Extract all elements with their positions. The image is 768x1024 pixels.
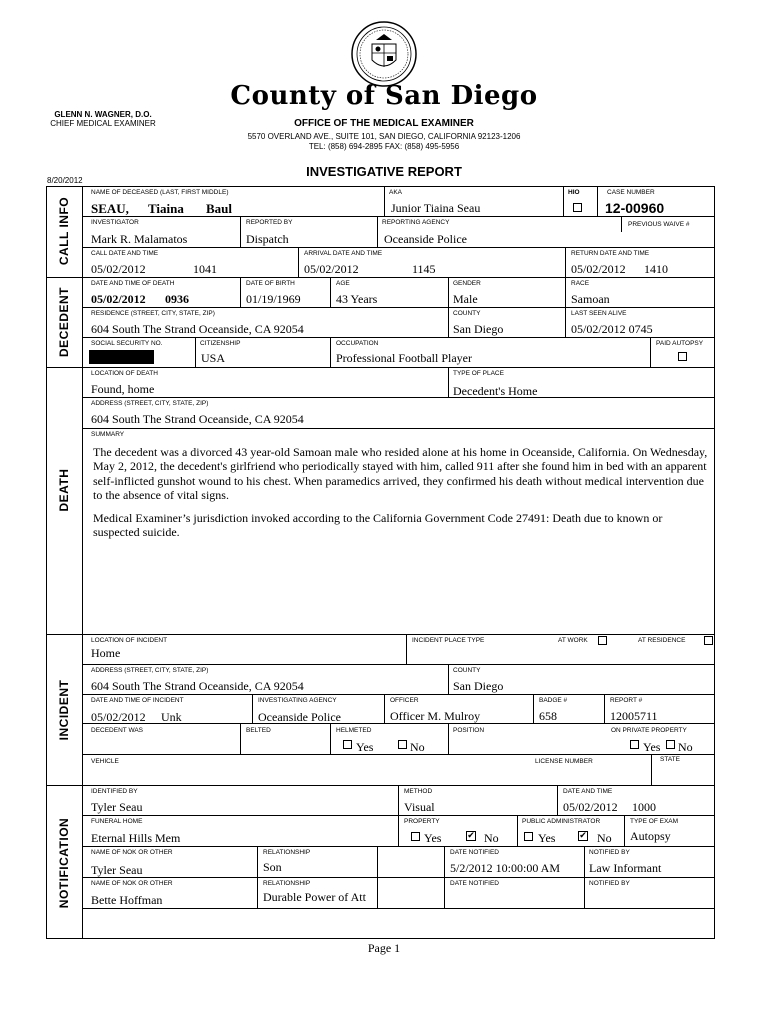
- section-line: [46, 367, 715, 368]
- public-admin-no-checkbox[interactable]: ✔: [579, 831, 587, 841]
- race-label: RACE: [571, 280, 590, 287]
- incident-place-type-label: INCIDENT PLACE TYPE: [412, 637, 485, 644]
- nok2-name-label: NAME OF NOK OR OTHER: [91, 880, 173, 887]
- summary-paragraph: Medical Examiner’s jurisdiction invoked according to the California Government Code 27491: Death due to known or suspected suicide.: [93, 511, 663, 540]
- col-line: [406, 634, 407, 664]
- officer-label: OFFICER: [390, 697, 419, 704]
- row-line: [82, 428, 715, 429]
- col-line: [604, 694, 605, 723]
- col-line: [621, 216, 622, 232]
- row-line: [82, 247, 715, 248]
- death-location-label: LOCATION OF DEATH: [91, 370, 158, 377]
- col-line: [448, 723, 449, 754]
- paid-autopsy-label: PAID AUTOPSY: [656, 340, 704, 347]
- row-line: [82, 337, 715, 338]
- call-date: 05/02/2012: [91, 262, 146, 276]
- at-work-label: AT WORK: [558, 637, 588, 644]
- race-value: Samoan: [571, 292, 610, 306]
- col-line: [584, 846, 585, 908]
- col-line: [257, 846, 258, 908]
- arrival-time: 1145: [412, 262, 436, 276]
- property-no-label: No: [484, 831, 499, 845]
- investigator-label: INVESTIGATOR: [91, 219, 139, 226]
- last-seen-value: 05/02/2012 0745: [571, 322, 653, 336]
- return-date: 05/02/2012: [571, 262, 626, 276]
- dod-label: DATE AND TIME OF DEATH: [91, 280, 175, 287]
- funeral-home: Eternal Hills Mem: [91, 831, 181, 845]
- nok2-by-label: NOTIFIED BY: [589, 880, 630, 887]
- section-line: [46, 277, 715, 278]
- hio-label: HIO: [568, 189, 580, 196]
- helmeted-yes-checkbox[interactable]: [343, 740, 352, 749]
- county-label: COUNTY: [453, 310, 481, 317]
- col-line: [444, 846, 445, 908]
- row-line: [82, 397, 715, 398]
- place-type: Decedent's Home: [453, 384, 538, 398]
- incident-location-label: LOCATION OF INCIDENT: [91, 637, 168, 644]
- identified-by: Tyler Seau: [91, 800, 143, 814]
- incident-county: San Diego: [453, 679, 504, 693]
- public-admin-no-label: No: [597, 831, 612, 845]
- citizenship-value: USA: [201, 351, 226, 365]
- name-label: NAME OF DECEASED (LAST, FIRST MIDDLE): [91, 189, 229, 196]
- gender-label: GENDER: [453, 280, 481, 287]
- col-line: [298, 247, 299, 277]
- property-no-checkbox[interactable]: ✔: [467, 831, 475, 841]
- private-no-label: No: [678, 740, 693, 754]
- incident-time: Unk: [161, 710, 182, 724]
- col-line: [517, 815, 518, 846]
- helmeted-yes-label: Yes: [356, 740, 374, 754]
- place-type-label: TYPE OF PLACE: [453, 370, 504, 377]
- id-date: 05/02/2012: [563, 800, 618, 814]
- reported-by-value: Dispatch: [246, 232, 289, 246]
- id-dt-label: DATE AND TIME: [563, 788, 613, 795]
- call-dt-label: CALL DATE AND TIME: [91, 250, 159, 257]
- row-line: [82, 846, 715, 847]
- vehicle-label: VEHICLE: [91, 758, 119, 765]
- nok1-rel-label: RELATIONSHIP: [263, 849, 311, 856]
- office-address: 5570 OVERLAND AVE., SUITE 101, SAN DIEGO, CALIFORNIA 92123-1206: [247, 132, 521, 141]
- occupation-label: OCCUPATION: [336, 340, 379, 347]
- nok1-date: 5/2/2012 10:00:00 AM: [450, 861, 561, 875]
- belted-label: BELTED: [246, 727, 271, 734]
- section-incident: INCIDENT: [57, 679, 71, 741]
- incident-address-label: ADDRESS (STREET, CITY, STATE, ZIP): [91, 667, 209, 674]
- section-line: [46, 634, 715, 635]
- agency-value: Oceanside Police: [384, 232, 467, 246]
- case-number: 12-00960: [605, 200, 665, 216]
- col-line: [563, 186, 564, 216]
- decedent-was-label: DECEDENT WAS: [91, 727, 144, 734]
- incident-dt-label: DATE AND TIME OF INCIDENT: [91, 697, 184, 704]
- residence-label: RESIDENCE (STREET, CITY, STATE, ZIP): [91, 310, 215, 317]
- public-admin-yes-label: Yes: [538, 831, 556, 845]
- nok1-rel: Son: [263, 860, 282, 874]
- chief-name: GLENN N. WAGNER, D.O.: [54, 110, 152, 119]
- col-line: [330, 337, 331, 367]
- summary-paragraph: The decedent was a divorced 43 year-old Samoan male who resided alone at his home in Oceanside, California. On Wednesday, May 2, 2012, the decedent's girlfriend who periodically stayed with him, called 911 after she found him in bed with an apparent self-inflicted gunshot wound to his chest. When paramedics arrived, they confirmed his death without medical intervention due to the absence of vital signs.: [93, 445, 708, 502]
- section-divider: [82, 186, 83, 939]
- helmeted-label: HELMETED: [336, 727, 372, 734]
- col-line: [557, 785, 558, 815]
- dod-time: 0936: [165, 292, 189, 306]
- nok1-name: Tyler Seau: [91, 863, 143, 877]
- name-first: Tiaina: [148, 201, 184, 216]
- at-residence-label: AT RESIDENCE: [638, 637, 686, 644]
- case-number-label: CASE NUMBER: [607, 189, 655, 196]
- gender-value: Male: [453, 292, 478, 306]
- at-work-checkbox[interactable]: [598, 636, 607, 645]
- investigating-agency-label: INVESTIGATING AGENCY: [258, 697, 337, 704]
- investigator-value: Mark R. Malamatos: [91, 232, 188, 246]
- col-line: [195, 337, 196, 367]
- public-admin-yes-checkbox[interactable]: [524, 832, 533, 841]
- private-yes-checkbox[interactable]: [630, 740, 639, 749]
- incident-location: Home: [91, 646, 121, 660]
- col-line: [448, 277, 449, 337]
- private-no-checkbox[interactable]: [666, 740, 675, 749]
- row-line: [82, 664, 715, 665]
- private-yes-label: Yes: [643, 740, 661, 754]
- death-address: 604 South The Strand Oceanside, CA 92054: [91, 412, 304, 426]
- agency-label: REPORTING AGENCY: [382, 219, 450, 226]
- col-line: [240, 277, 241, 307]
- property-yes-label: Yes: [424, 831, 442, 845]
- report-title: INVESTIGATIVE REPORT: [306, 164, 462, 179]
- license-label: LICENSE NUMBER: [535, 758, 593, 765]
- age-label: AGE: [336, 280, 350, 287]
- exam-type: Autopsy: [630, 829, 671, 843]
- ssn-redaction: [89, 350, 154, 364]
- private-property-label: ON PRIVATE PROPERTY: [611, 727, 687, 734]
- previous-waive-label: PREVIOUS WAIVE #: [628, 221, 690, 228]
- col-line: [624, 815, 625, 846]
- death-location: Found, home: [91, 382, 155, 396]
- method-value: Visual: [404, 800, 435, 814]
- chief-title: CHIEF MEDICAL EXAMINER: [50, 119, 156, 128]
- col-line: [597, 186, 598, 216]
- exam-type-label: TYPE OF EXAM: [630, 818, 679, 825]
- county-value: San Diego: [453, 322, 504, 336]
- nok1-name-label: NAME OF NOK OR OTHER: [91, 849, 173, 856]
- col-line: [533, 694, 534, 723]
- col-line: [330, 277, 331, 307]
- office-title: OFFICE OF THE MEDICAL EXAMINER: [294, 118, 474, 129]
- report-label: REPORT #: [610, 697, 643, 704]
- row-line: [82, 754, 715, 755]
- section-call-info: CALL INFO: [57, 196, 71, 266]
- last-seen-label: LAST SEEN ALIVE: [571, 310, 627, 317]
- summary-text: [93, 445, 711, 549]
- occupation-value: Professional Football Player: [336, 351, 472, 365]
- col-line: [448, 664, 449, 694]
- aka-label: AKA: [389, 189, 403, 196]
- helmeted-no-label: No: [410, 740, 425, 754]
- dob-label: DATE OF BIRTH: [246, 280, 295, 287]
- paid-autopsy-checkbox[interactable]: [678, 352, 687, 361]
- age-value: 43 Years: [336, 292, 378, 306]
- state-label: STATE: [660, 756, 680, 763]
- at-residence-checkbox[interactable]: [704, 636, 713, 645]
- officer-value: Officer M. Mulroy: [390, 709, 481, 723]
- row-line: [82, 877, 715, 878]
- nok1-by: Law Informant: [589, 861, 662, 875]
- col-line: [240, 723, 241, 754]
- nok2-rel: Durable Power of Att: [263, 890, 366, 904]
- nok1-date-label: DATE NOTIFIED: [450, 849, 499, 856]
- page-number: Page 1: [367, 941, 401, 955]
- nok2-date-label: DATE NOTIFIED: [450, 880, 499, 887]
- funeral-home-label: FUNERAL HOME: [91, 818, 143, 825]
- return-time: 1410: [644, 262, 668, 276]
- col-line: [565, 247, 566, 277]
- col-line: [565, 277, 566, 337]
- col-line: [252, 694, 253, 723]
- section-death: DEATH: [57, 468, 71, 512]
- col-line: [330, 723, 331, 754]
- id-time: 1000: [632, 800, 656, 814]
- call-time: 1041: [193, 262, 217, 276]
- name-middle: Baul: [206, 201, 233, 216]
- arrival-label: ARRIVAL DATE AND TIME: [304, 250, 383, 257]
- county-title: County of San Diego: [230, 81, 538, 111]
- row-line: [82, 307, 715, 308]
- ssn-label: SOCIAL SECURITY NO.: [91, 340, 163, 347]
- col-line: [377, 846, 378, 908]
- dod-date: 05/02/2012: [91, 292, 146, 306]
- row-line: [82, 908, 715, 909]
- hio-checkbox[interactable]: [573, 203, 582, 212]
- method-label: METHOD: [404, 788, 433, 795]
- reported-by-label: REPORTED BY: [246, 219, 293, 226]
- dob-value: 01/19/1969: [246, 292, 301, 306]
- col-line: [377, 216, 378, 247]
- county-seal: [350, 20, 418, 88]
- report-date: 8/20/2012: [47, 176, 83, 185]
- nok1-by-label: NOTIFIED BY: [589, 849, 630, 856]
- col-line: [448, 367, 449, 397]
- return-label: RETURN DATE AND TIME: [571, 250, 650, 257]
- property-yes-checkbox[interactable]: [411, 832, 420, 841]
- aka-value: Junior Tiaina Seau: [391, 201, 481, 215]
- citizenship-label: CITIZENSHIP: [200, 340, 241, 347]
- incident-date: 05/02/2012: [91, 710, 146, 724]
- position-label: POSITION: [453, 727, 485, 734]
- incident-address: 604 South The Strand Oceanside, CA 92054: [91, 679, 304, 693]
- name-last: SEAU,: [91, 201, 129, 216]
- col-line: [398, 785, 399, 846]
- col-line: [650, 337, 651, 367]
- nok2-rel-label: RELATIONSHIP: [263, 880, 311, 887]
- section-line: [46, 785, 715, 786]
- badge-value: 658: [539, 709, 557, 723]
- incident-county-label: COUNTY: [453, 667, 481, 674]
- public-admin-label: PUBLIC ADMINISTRATOR: [522, 818, 601, 825]
- arrival-date: 05/02/2012: [304, 262, 359, 276]
- property-label: PROPERTY: [404, 818, 440, 825]
- col-line: [240, 216, 241, 247]
- report-value: 12005711: [610, 709, 658, 723]
- investigating-agency: Oceanside Police: [258, 710, 341, 724]
- nok2-name: Bette Hoffman: [91, 893, 163, 907]
- section-decedent: DECEDENT: [57, 287, 71, 358]
- col-line: [384, 186, 385, 216]
- col-line: [384, 694, 385, 723]
- form-border: [46, 186, 715, 939]
- residence-value: 604 South The Strand Oceanside, CA 92054: [91, 322, 304, 336]
- office-phone: TEL: (858) 694-2895 FAX: (858) 495-5956: [308, 142, 460, 151]
- summary-label: SUMMARY: [91, 431, 125, 438]
- death-address-label: ADDRESS (STREET, CITY, STATE, ZIP): [91, 400, 209, 407]
- col-line: [651, 754, 652, 785]
- badge-label: BADGE #: [539, 697, 568, 704]
- helmeted-no-checkbox[interactable]: [398, 740, 407, 749]
- identified-by-label: IDENTIFIED BY: [91, 788, 138, 795]
- section-notification: NOTIFICATION: [57, 817, 71, 909]
- row-line: [82, 694, 715, 695]
